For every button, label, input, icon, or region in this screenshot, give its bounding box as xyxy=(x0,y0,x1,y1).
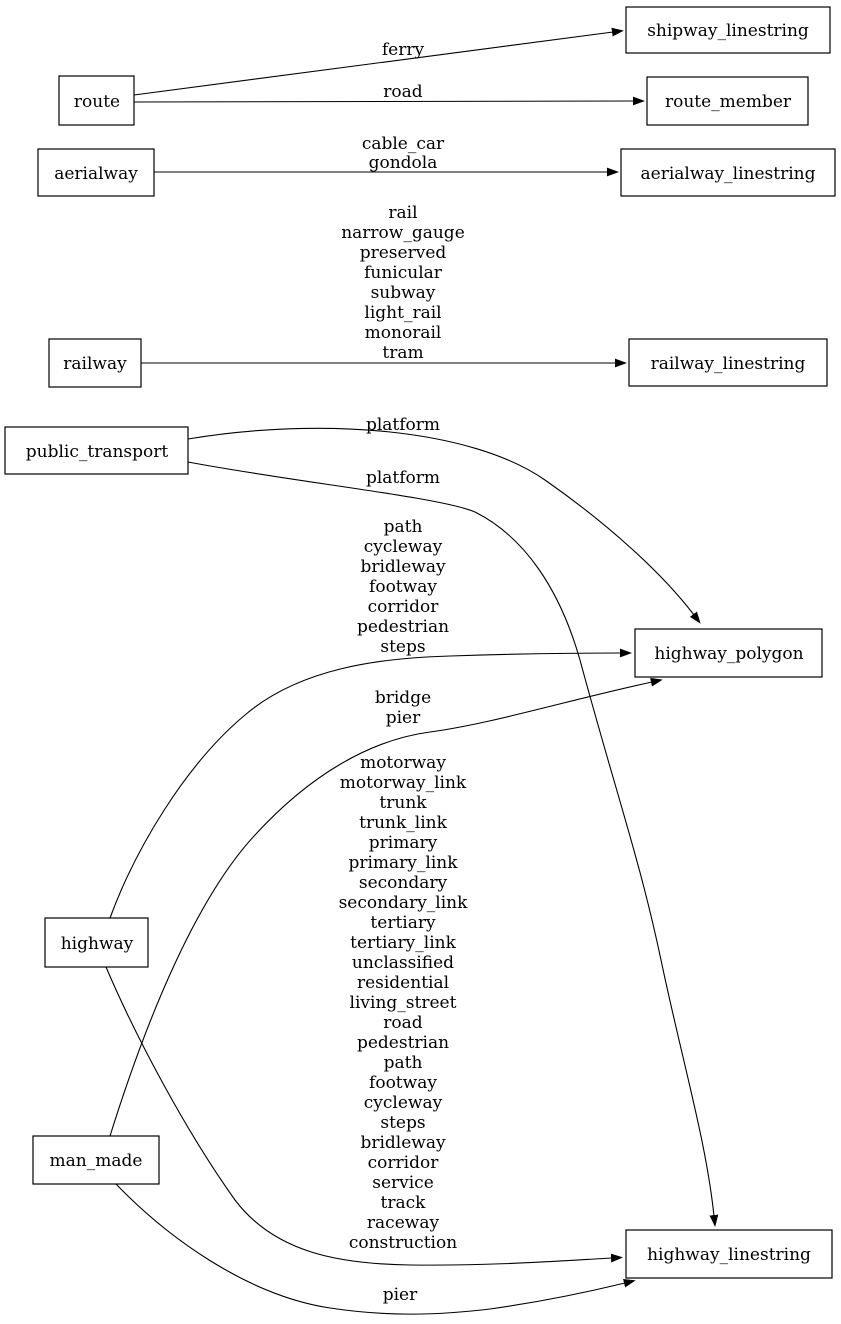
edge-label-narrow_gauge: narrow_gauge xyxy=(341,223,465,243)
node-route xyxy=(59,76,134,125)
edge-label-pedestrian: pedestrian xyxy=(356,617,450,637)
edge-label-living_street: living_street xyxy=(349,993,457,1013)
edge-label-residential: residential xyxy=(356,973,450,993)
edge-label-track: track xyxy=(380,1193,426,1213)
node-label-route: route xyxy=(73,92,121,112)
node-label-railway_linestring: railway_linestring xyxy=(650,354,806,374)
edge-label-ferry: ferry xyxy=(381,40,425,60)
node-man_made xyxy=(33,1136,159,1184)
edge-label-unclassified: unclassified xyxy=(351,953,455,973)
edge-public_transport-highway_polygon xyxy=(188,428,694,615)
edge-label-trunk: trunk xyxy=(379,793,427,813)
edge-route-shipway_linestring xyxy=(134,32,613,95)
edge-label-pedestrian2: pedestrian xyxy=(356,1033,450,1053)
node-shipway_linestring xyxy=(626,7,830,53)
node-route_member xyxy=(647,77,808,125)
edge-label-preserved: preserved xyxy=(359,243,447,263)
edge-label-platform-linestring: platform xyxy=(365,468,441,488)
edge-label-secondary: secondary xyxy=(358,873,448,893)
node-aerialway xyxy=(38,149,154,196)
edge-label-cable_car: cable_car xyxy=(361,134,445,154)
node-label-highway_linestring: highway_linestring xyxy=(647,1245,811,1265)
edge-label-tertiary_link: tertiary_link xyxy=(350,933,456,953)
node-label-aerialway: aerialway xyxy=(54,164,138,184)
edge-label-pier-polygon: pier xyxy=(385,708,421,728)
edge-label-primary_link: primary_link xyxy=(348,853,458,873)
edge-label-cycleway: cycleway xyxy=(363,537,443,557)
edge-label-platform-polygon: platform xyxy=(365,415,441,435)
edge-label-trunk_link: trunk_link xyxy=(359,813,447,833)
node-highway_linestring xyxy=(626,1230,832,1278)
node-label-shipway_linestring: shipway_linestring xyxy=(647,21,809,41)
node-label-route_member: route_member xyxy=(664,92,792,112)
edge-label-secondary_link: secondary_link xyxy=(338,893,468,913)
node-railway_linestring xyxy=(629,339,827,386)
edge-label-road: road xyxy=(383,82,423,102)
node-label-highway: highway xyxy=(60,934,134,954)
node-public_transport xyxy=(5,427,188,474)
node-label-aerialway_linestring: aerialway_linestring xyxy=(640,164,816,184)
edge-label-corridor2: corridor xyxy=(367,1153,439,1173)
edge-label-cycleway2: cycleway xyxy=(363,1093,443,1113)
edge-label-monorail: monorail xyxy=(364,323,442,343)
edge-label-rail: rail xyxy=(388,203,418,223)
node-railway xyxy=(49,339,141,387)
edge-label-motorway_link: motorway_link xyxy=(339,773,467,793)
edge-label-path2: path xyxy=(383,1053,423,1073)
edge-label-funicular: funicular xyxy=(364,263,442,283)
edge-label-primary: primary xyxy=(368,833,438,853)
edge-label-construction: construction xyxy=(348,1233,458,1253)
node-highway_polygon xyxy=(635,629,822,677)
edge-label-path: path xyxy=(383,517,423,537)
edge-label-pier-linestring: pier xyxy=(382,1285,418,1305)
edge-label-corridor: corridor xyxy=(367,597,439,617)
edge-label-raceway: raceway xyxy=(366,1213,440,1233)
edge-label-service: service xyxy=(372,1173,434,1193)
edge-label-footway: footway xyxy=(369,577,437,597)
node-label-public_transport: public_transport xyxy=(25,442,169,462)
edge-label-gondola: gondola xyxy=(368,153,438,173)
edge-label-bridge: bridge xyxy=(374,688,432,708)
edge-label-tertiary: tertiary xyxy=(370,913,436,933)
edge-label-steps2: steps xyxy=(380,1113,426,1133)
node-label-man_made: man_made xyxy=(49,1151,143,1171)
node-label-railway: railway xyxy=(63,354,127,374)
edge-label-motorway: motorway xyxy=(360,753,446,773)
edge-label-steps: steps xyxy=(380,637,426,657)
edge-public_transport-highway_linestring xyxy=(188,462,714,1216)
edge-label-bridleway2: bridleway xyxy=(360,1133,446,1153)
edge-label-subway: subway xyxy=(370,283,436,303)
node-label-highway_polygon: highway_polygon xyxy=(654,644,804,664)
node-highway xyxy=(45,918,148,967)
edge-label-road2: road xyxy=(383,1013,423,1033)
edge-label-light_rail: light_rail xyxy=(364,303,442,323)
node-aerialway_linestring xyxy=(621,149,835,196)
edge-label-tram: tram xyxy=(382,343,424,363)
edge-label-bridleway: bridleway xyxy=(360,557,446,577)
edge-label-footway2: footway xyxy=(369,1073,437,1093)
